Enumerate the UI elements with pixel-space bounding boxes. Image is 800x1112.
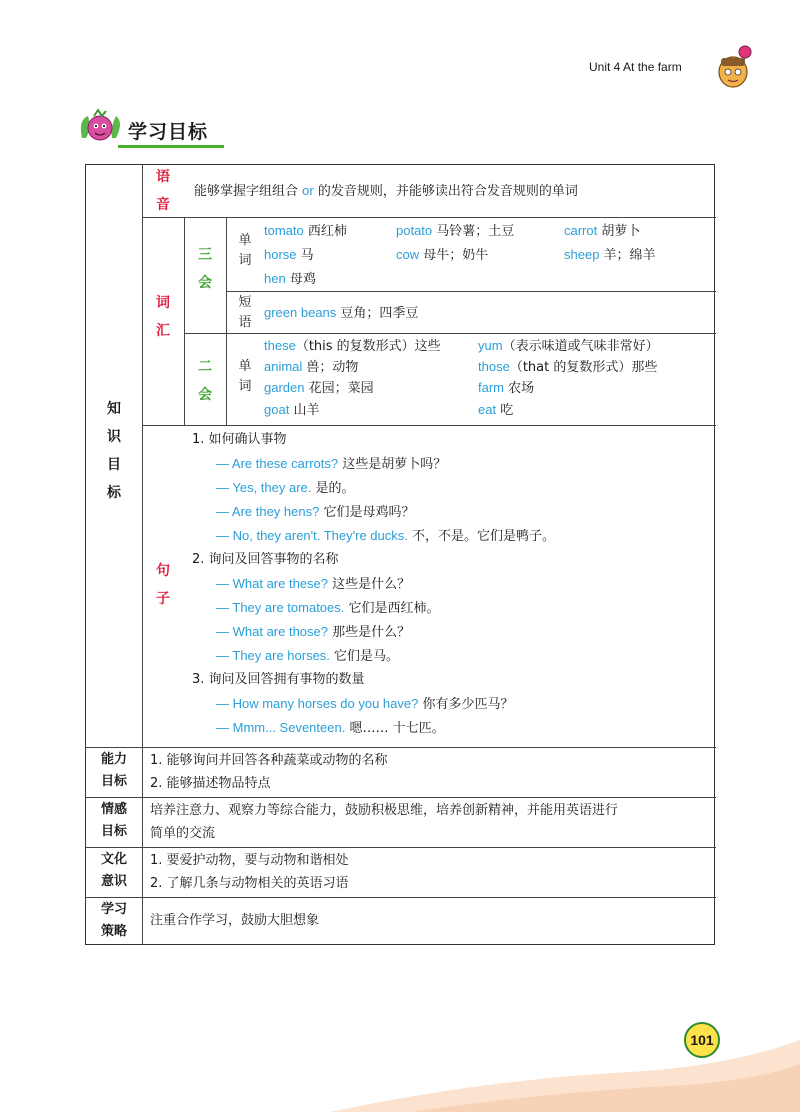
xuexi-label: 学习 策略 <box>100 902 127 939</box>
radish-mascot-icon <box>78 108 124 148</box>
duanyu-label: 短 语 <box>238 295 252 330</box>
wenhua-line: 2. 了解几条与动物相关的英语习语 <box>150 876 349 891</box>
sanhui-label: 三 会 <box>198 247 212 291</box>
sentence-line: — What are these? 这些是什么？ <box>216 576 411 592</box>
erhui-word: yum（表示味道或气味非常好） <box>478 338 659 354</box>
sentence-line: — They are horses. 它们是马。 <box>216 648 400 664</box>
divider <box>184 333 716 334</box>
sentence-line: — Are they hens? 它们是母鸡吗？ <box>216 504 415 520</box>
page-title: 学习目标 <box>128 121 209 143</box>
divider <box>86 897 716 898</box>
erhui-word: garden 花园；菜园 <box>264 380 374 396</box>
erhui-word: these（this 的复数形式）这些 <box>264 338 441 354</box>
nengli-line: 1. 能够询问并回答各种蔬菜或动物的名称 <box>150 753 388 768</box>
sanhui-word-row: tomato 西红柿 <box>264 223 347 239</box>
erhui-word: animal 兽；动物 <box>264 359 359 375</box>
title-underline <box>118 145 224 148</box>
erhui-word: farm 农场 <box>478 380 535 396</box>
qinggan-line: 简单的交流 <box>150 826 216 841</box>
cartoon-character-icon <box>711 42 755 90</box>
cihui-label: 词 汇 <box>156 295 170 339</box>
erhui-word: those（that 的复数形式）那些 <box>478 359 658 375</box>
sentence-line: — They are tomatoes. 它们是西红柿。 <box>216 600 440 616</box>
sanhui-danci-label: 单 词 <box>238 233 252 268</box>
section-title <box>78 108 226 148</box>
nengli-label: 能力 目标 <box>100 752 127 789</box>
divider <box>86 797 716 798</box>
sentence-head: 3. 询问及回答拥有事物的数量 <box>192 672 365 687</box>
sanhui-word: horse 马 <box>264 247 314 263</box>
objectives-table <box>85 164 715 945</box>
page-number: 101 <box>684 1022 720 1058</box>
divider <box>184 217 185 425</box>
erhui-word: goat 山羊 <box>264 402 320 418</box>
sanhui-word: hen 母鸡 <box>264 271 316 287</box>
yuyin-label: 语 音 <box>156 169 170 213</box>
divider <box>226 217 227 425</box>
sanhui-word: potato 马铃薯；土豆 <box>396 223 515 239</box>
yuyin-text: 能够掌握字组组合 or 的发音规则，并能够读出符合发音规则的单词 <box>194 183 578 199</box>
erhui-danci-label: 单 词 <box>238 359 252 394</box>
divider <box>142 165 143 747</box>
unit-header: Unit 4 At the farm <box>589 60 682 74</box>
sentence-line: — Are these carrots? 这些是胡萝卜吗？ <box>216 456 447 472</box>
qinggan-label: 情感 目标 <box>100 802 127 839</box>
sanhui-word: sheep 羊；绵羊 <box>564 247 656 263</box>
qinggan-line: 培养注意力、观察力等综合能力，鼓励积极思维，培养创新精神，并能用英语进行 <box>150 803 619 818</box>
sentence-line: — How many horses do you have? 你有多少匹马？ <box>216 696 514 712</box>
sanhui-word: cow 母牛；奶牛 <box>396 247 489 263</box>
sentence-line: — Yes, they are. 是的。 <box>216 480 355 496</box>
juzi-label: 句 子 <box>156 563 170 607</box>
divider <box>86 847 716 848</box>
wenhua-line: 1. 要爱护动物，要与动物和谐相处 <box>150 853 349 868</box>
bottom-wave-decoration <box>330 1020 800 1112</box>
nengli-line: 2. 能够描述物品特点 <box>150 776 271 791</box>
sentence-head: 1. 如何确认事物 <box>192 432 287 447</box>
divider <box>86 747 716 748</box>
sentence-line: — No, they aren't. They're ducks. 不，不是。它们是鸭子。 <box>216 528 556 544</box>
erhui-word: eat 吃 <box>478 402 514 418</box>
phrase: green beans 豆角；四季豆 <box>264 305 419 321</box>
sentence-head: 2. 询问及回答事物的名称 <box>192 552 339 567</box>
zhishi-label: 知 识 目 标 <box>107 401 121 501</box>
divider <box>142 747 143 944</box>
wenhua-label: 文化 意识 <box>100 852 127 889</box>
erhui-label: 二 会 <box>198 359 212 403</box>
sentence-line: — Mmm... Seventeen. 嗯…… 十七匹。 <box>216 720 445 736</box>
sentence-line: — What are those? 那些是什么？ <box>216 624 411 640</box>
xuexi-line: 注重合作学习，鼓励大胆想象 <box>150 913 320 928</box>
divider <box>142 425 716 426</box>
divider <box>142 217 716 218</box>
sanhui-word: carrot 胡萝卜 <box>564 223 641 239</box>
